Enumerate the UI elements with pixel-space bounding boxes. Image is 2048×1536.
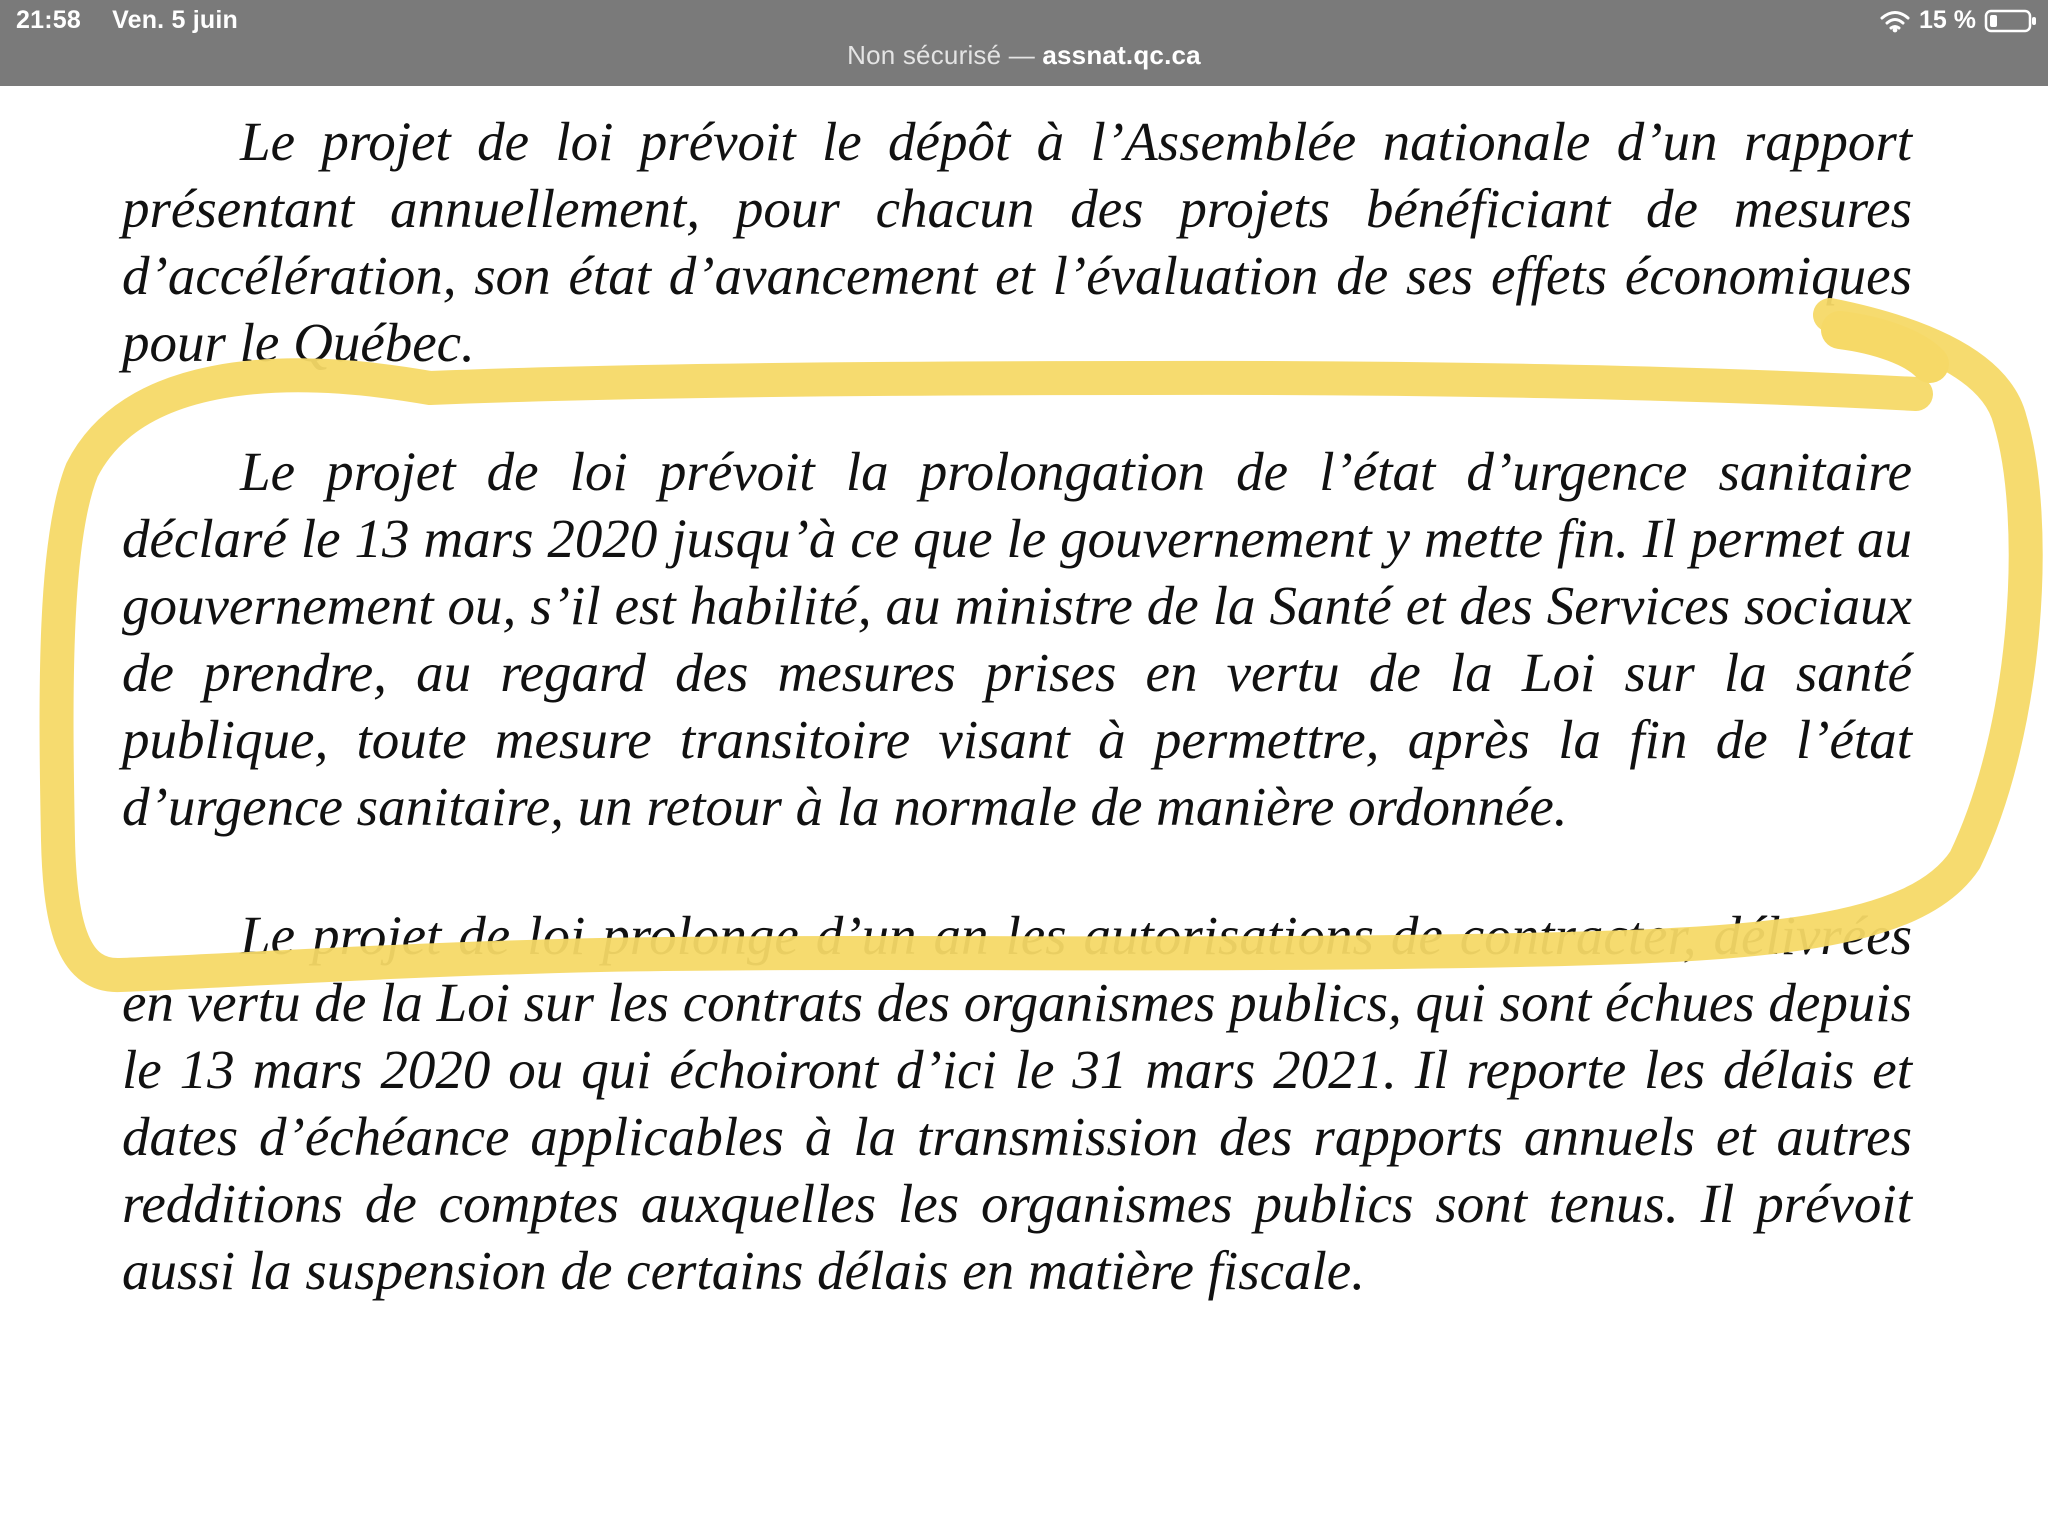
status-time: 21:58 [16, 6, 81, 34]
security-label: Non sécurisé — [847, 40, 1035, 70]
status-bar [0, 0, 2048, 86]
battery-icon [1984, 8, 2038, 34]
paragraph-contract-authorizations: Le projet de loi prolonge d’un an les autorisations de contracter, délivrées en vertu de la Loi sur les contrats des organismes publics, qui sont échues depuis le 13 mars 2020 ou qui échoiront d’ici le 31 mars 2021. Il reporte les délais et dates d’échéance applicables à la transmission des rapports annuels et autres redditions de comptes auxquelles les organismes publics sont tenus. Il prévoit aussi la suspension de certains délais en matière fiscale. [122, 905, 1912, 1301]
status-date: Ven. 5 juin [112, 6, 238, 34]
document-text [122, 108, 1912, 1366]
paragraph-report: Le projet de loi prévoit le dépôt à l’Assemblée nationale d’un rapport présentant annuellement, pour chacun des projets bénéficiant de mesures d’accélération, son état d’avancement et l’évaluation de ses effets économiques pour le Québec. [122, 111, 1912, 373]
address-domain[interactable]: assnat.qc.ca [1042, 40, 1201, 70]
battery-percent: 15 % [1919, 6, 1976, 34]
paragraph-health-emergency: Le projet de loi prévoit la prolongation de l’état d’urgence sanitaire déclaré le 13 mars 2020 jusqu’à ce que le gouvernement y mette fin. Il permet au gouvernement ou, s’il est habilité, au ministre de la Santé et des Services sociaux de prendre, au regard des mesures prises en vertu de la Loi sur la santé publique, toute mesure transitoire visant à permettre, après la fin de l’état d’urgence sanitaire, un retour à la normale de manière ordonnée. [122, 441, 1912, 837]
status-left [16, 6, 262, 35]
wifi-icon [1879, 9, 1911, 33]
status-right [1879, 6, 2038, 35]
address-bar[interactable] [0, 40, 2048, 71]
